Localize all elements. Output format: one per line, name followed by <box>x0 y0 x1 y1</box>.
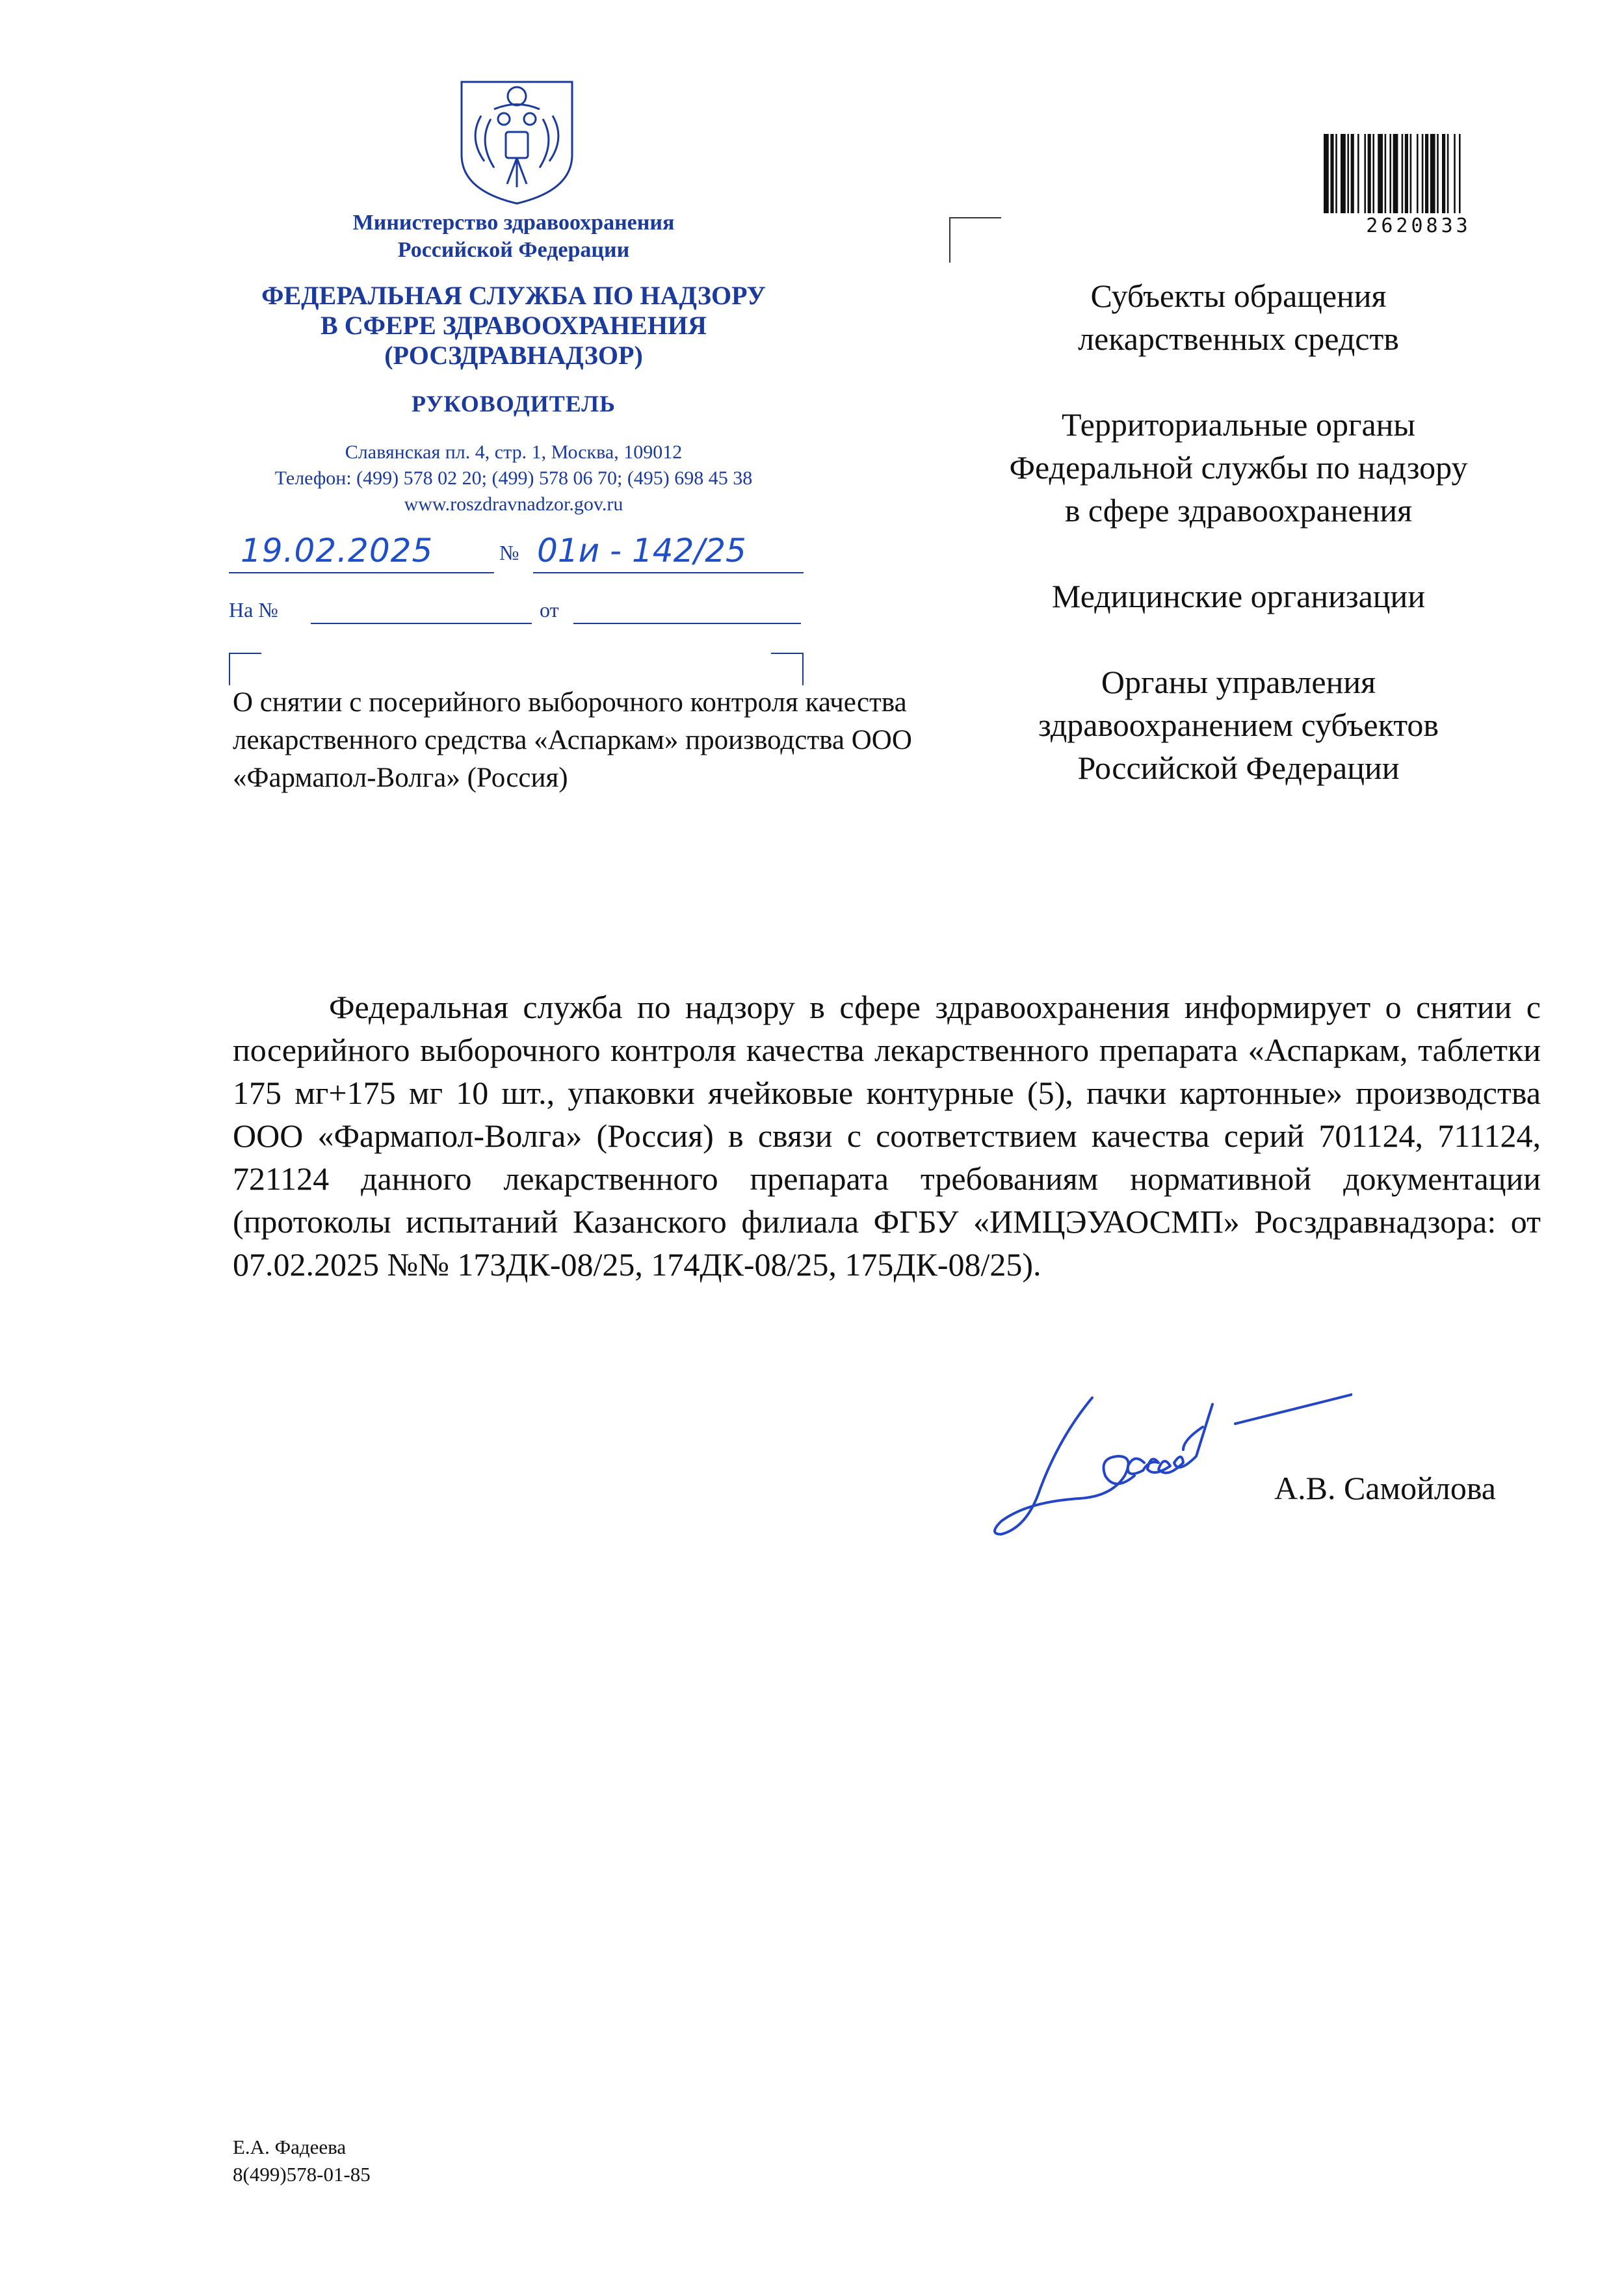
reference-number-label: На № <box>229 598 278 621</box>
reference-date-blank <box>573 623 801 624</box>
addressee-list <box>936 274 1541 832</box>
registration-number: 01и - 142/25 <box>537 532 746 569</box>
subject-corner-right <box>771 653 804 685</box>
reference-date-label: от <box>540 598 559 621</box>
barcode-bar <box>1389 134 1391 213</box>
phone-numbers: Телефон: (499) 578 02 20; (499) 578 06 70; (495) 698 45 38 <box>274 467 753 489</box>
barcode-bar <box>1378 134 1383 213</box>
barcode-bar <box>1402 134 1404 213</box>
addressee-line: Субъекты обращения <box>1090 278 1387 314</box>
signer-name: А.В. Самойлова <box>1274 1470 1496 1506</box>
addressee-line: Органы управления <box>1101 664 1376 700</box>
barcode-bar <box>1357 134 1359 213</box>
barcode-icon <box>1321 134 1516 213</box>
subject-corner-left <box>229 653 261 685</box>
addressee-item <box>936 403 1541 532</box>
barcode-bar <box>1410 134 1412 213</box>
letter-subject: О снятии с посерийного выборочного контроля качества лекарственного средства «Аспаркам» производства ООО «Фармапол-Волга» (Россия) <box>233 687 912 793</box>
barcode-bar <box>1330 134 1333 213</box>
number-underline <box>533 572 804 573</box>
date-underline <box>229 572 494 573</box>
addressee-line: Российской Федерации <box>1077 750 1400 786</box>
barcode-bar <box>1459 134 1461 213</box>
addressee-line: Территориальные органы <box>1061 406 1416 443</box>
barcode-bar <box>1368 134 1371 213</box>
executor-phone: 8(499)578-01-85 <box>233 2163 371 2186</box>
barcode-bar <box>1393 134 1398 213</box>
barcode-bar <box>1351 134 1354 213</box>
service-name <box>189 281 839 371</box>
barcode-bar <box>1347 134 1349 213</box>
addressee-line: здравоохранением субъектов <box>1038 707 1439 743</box>
letter-body: Федеральная служба по надзору в сфере здравоохранения информирует о снятии с посерийного выборочного контроля качества лекарственного препарата «Аспаркам, таблетки 175 мг+175 мг 10 шт., упаковки ячейковые контурные (5), пачки картонные» производства ООО «Фармапол-Волга» (Россия) в связи с соответствием качества серий 701124, 711124, 721124 данного лекарственного препарата требованиям нормативной документации (протоколы испытаний Казанского филиала ФГБУ «ИМЦЭУАОСМП» Росздравнадзора: от 07.02.2025 №№ 173ДК-08/25, 174ДК-08/25, 175ДК-08/25). <box>233 989 1541 1283</box>
barcode-bar <box>1405 134 1408 213</box>
executor-block <box>233 2134 371 2188</box>
website-link[interactable]: www.roszdravnadzor.gov.ru <box>404 493 623 515</box>
addressee-item <box>936 274 1541 360</box>
barcode-bar <box>1442 134 1445 213</box>
service-line-3: (РОСЗДРАВНАДЗОР) <box>384 341 643 370</box>
service-line-2: В СФЕРЕ ЗДРАВООХРАНЕНИЯ <box>321 311 707 340</box>
ministry-line-2: Российской Федерации <box>397 238 630 262</box>
registration-date: 19.02.2025 <box>241 532 434 569</box>
contact-block <box>189 439 839 517</box>
postal-address: Славянская пл. 4, стр. 1, Москва, 109012 <box>345 441 683 463</box>
addressee-corner-mark <box>949 217 1001 263</box>
ministry-name <box>221 209 806 264</box>
ministry-line-1: Министерство здравоохранения <box>352 211 675 235</box>
addressee-item <box>936 661 1541 789</box>
barcode-bar <box>1335 134 1337 213</box>
barcode-bar <box>1372 134 1374 213</box>
barcode-bar <box>1364 134 1366 213</box>
barcode-bar <box>1430 134 1435 213</box>
barcode-bar <box>1422 134 1424 213</box>
addressee-line: Федеральной службы по надзору <box>1009 449 1468 486</box>
barcode-bar <box>1324 134 1329 213</box>
barcode-bar <box>1447 134 1449 213</box>
coat-of-arms-icon <box>455 77 579 207</box>
barcode-number: 2620833 <box>1366 215 1471 237</box>
barcode-bar <box>1454 134 1456 213</box>
addressee-line: Медицинские организации <box>1051 578 1426 614</box>
barcode-bar <box>1417 134 1419 213</box>
addressee-line: в сфере здравоохранения <box>1064 492 1413 529</box>
executor-name: Е.А. Фадеева <box>233 2136 347 2158</box>
position-title: РУКОВОДИТЕЛЬ <box>412 391 616 417</box>
handwritten-signature <box>988 1378 1352 1554</box>
addressee-item <box>936 575 1541 618</box>
barcode-bar <box>1385 134 1387 213</box>
reference-number-blank <box>311 623 532 624</box>
registration-number-sign: № <box>499 541 519 564</box>
barcode-bar <box>1341 134 1346 213</box>
addressee-line: лекарственных средств <box>1078 320 1399 357</box>
barcode-bar <box>1425 134 1428 213</box>
barcode-bar <box>1437 134 1439 213</box>
service-line-1: ФЕДЕРАЛЬНАЯ СЛУЖБА ПО НАДЗОРУ <box>261 281 766 310</box>
